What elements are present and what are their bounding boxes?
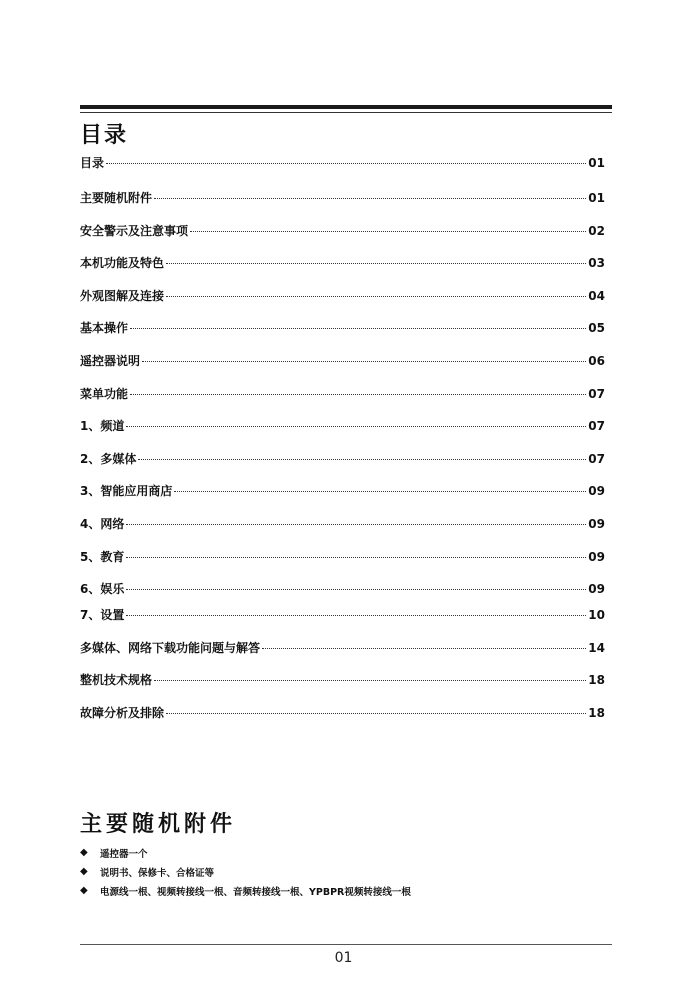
toc-entry-label: 本机功能及特色 [80, 256, 165, 271]
toc-entry-label: 基本操作 [80, 321, 129, 336]
toc-list [80, 154, 605, 737]
leader-dots [130, 394, 586, 395]
list-item [80, 881, 411, 900]
leader-dots [174, 491, 586, 492]
toc-entry-page: 10 [588, 608, 605, 623]
toc-entry-page: 06 [588, 353, 605, 368]
accessory-text: 说明书、保修卡、合格证等 [100, 867, 215, 879]
toc-entry-page: 18 [588, 705, 605, 720]
toc-entry-label: 3、智能应用商店 [80, 484, 173, 499]
toc-entry-page: 05 [588, 321, 605, 336]
leader-dots [262, 648, 586, 649]
toc-entry-page: 09 [588, 549, 605, 564]
toc-entry[interactable] [80, 580, 605, 606]
toc-entry-label: 4、网络 [80, 516, 125, 531]
toc-entry-label: 外观图解及连接 [80, 288, 165, 303]
toc-entry-label: 安全警示及注意事项 [80, 223, 189, 238]
toc-entry[interactable] [80, 606, 605, 639]
leader-dots [126, 524, 586, 525]
leader-dots [126, 426, 586, 427]
toc-entry-page: 07 [588, 451, 605, 466]
toc-entry-page: 18 [588, 673, 605, 688]
toc-entry[interactable] [80, 704, 605, 737]
toc-entry-label: 7、设置 [80, 608, 125, 623]
footer-rule [80, 944, 612, 945]
toc-entry-page: 03 [588, 256, 605, 271]
diamond-bullet-icon: ◆ [80, 885, 88, 896]
leader-dots [190, 231, 586, 232]
toc-entry-label: 故障分析及排除 [80, 705, 165, 720]
diamond-bullet-icon: ◆ [80, 866, 88, 877]
toc-entry[interactable] [80, 352, 605, 385]
toc-entry[interactable] [80, 319, 605, 352]
toc-entry[interactable] [80, 189, 605, 222]
toc-entry-label: 5、教育 [80, 549, 125, 564]
toc-entry-label: 多媒体、网络下载功能问题与解答 [80, 640, 261, 655]
toc-entry-page: 09 [588, 582, 605, 597]
toc-entry-label: 6、娱乐 [80, 582, 125, 597]
toc-title: 目录 [80, 123, 129, 148]
toc-entry[interactable] [80, 385, 605, 418]
leader-dots [154, 680, 586, 681]
accessory-text: 电源线一根、视频转接线一根、音频转接线一根、YPBPR视频转接线一根 [100, 886, 411, 898]
toc-entry-page: 02 [588, 223, 605, 238]
toc-entry[interactable] [80, 482, 605, 515]
toc-entry[interactable] [80, 450, 605, 483]
toc-entry[interactable] [80, 515, 605, 548]
toc-entry-page: 01 [588, 156, 605, 170]
toc-entry-page: 07 [588, 386, 605, 401]
toc-entry-label: 2、多媒体 [80, 451, 137, 466]
header-rule-bottom [80, 112, 612, 113]
toc-entry[interactable] [80, 154, 605, 189]
leader-dots [130, 328, 586, 329]
leader-dots [126, 589, 586, 590]
accessories-title: 主要随机附件 [80, 812, 237, 837]
leader-dots [106, 163, 586, 164]
leader-dots [126, 557, 586, 558]
toc-entry[interactable] [80, 639, 605, 672]
list-item [80, 843, 411, 862]
leader-dots [138, 459, 586, 460]
toc-entry-page: 09 [588, 516, 605, 531]
leader-dots [142, 361, 586, 362]
accessories-list [80, 843, 411, 900]
toc-entry[interactable] [80, 671, 605, 704]
page-number: 01 [334, 950, 353, 966]
toc-entry[interactable] [80, 548, 605, 581]
toc-entry-label: 主要随机附件 [80, 191, 153, 205]
accessory-text: 遥控器一个 [100, 848, 148, 860]
toc-entry-label: 遥控器说明 [80, 353, 141, 368]
leader-dots [166, 713, 586, 714]
leader-dots [154, 198, 586, 199]
toc-entry[interactable] [80, 417, 605, 450]
toc-entry-page: 14 [588, 640, 605, 655]
toc-entry[interactable] [80, 287, 605, 320]
toc-entry-label: 1、频道 [80, 419, 125, 434]
header-rule-top [80, 105, 612, 109]
toc-entry-label: 整机技术规格 [80, 673, 153, 688]
leader-dots [126, 615, 586, 616]
toc-entry-page: 04 [588, 288, 605, 303]
leader-dots [166, 263, 586, 264]
toc-entry[interactable] [80, 254, 605, 287]
toc-entry-page: 01 [588, 191, 605, 205]
toc-entry-page: 09 [588, 484, 605, 499]
leader-dots [166, 296, 586, 297]
toc-entry-label: 菜单功能 [80, 386, 129, 401]
diamond-bullet-icon: ◆ [80, 847, 88, 858]
toc-entry-page: 07 [588, 419, 605, 434]
toc-entry[interactable] [80, 222, 605, 255]
list-item [80, 862, 411, 881]
toc-entry-label: 目录 [80, 156, 105, 170]
